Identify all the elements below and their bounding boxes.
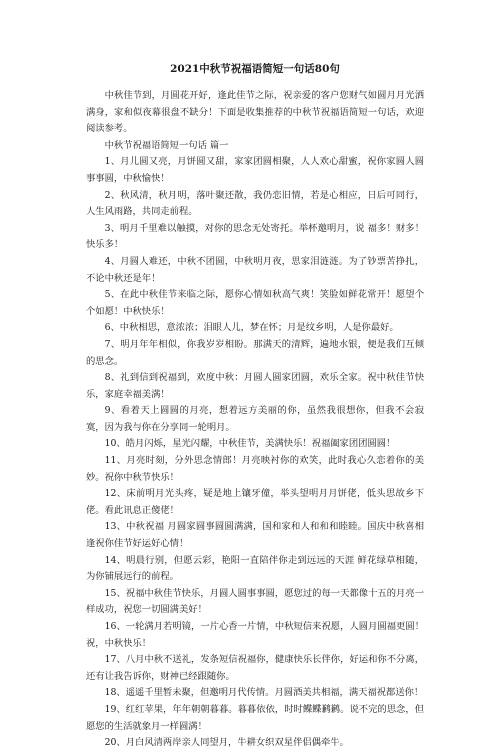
list-item: 12、床前明月光头疼，疑是地上镶牙僮，举头望明月月饼佬，低头思故乡下佬。看此讯息正傻佬！ xyxy=(86,488,424,516)
list-item: 17、八月中秋不送礼，发条短信祝福你，健康快乐长伴你，好运和你不分离，还有让我告诉你，财神已经跟随你。 xyxy=(86,654,424,682)
list-item: 9、看着天上圆圆的月亮，想着远方美丽的你，虽然我很想你，但我不会寂寞，因为我与你在分享同一轮明月。 xyxy=(86,405,424,433)
list-item: 18、遥遥千里暂未聚，但邀明月代传情。月圆酒美共相福，满天福祝都送你！ xyxy=(104,687,424,699)
list-item: 3、明月千里难以触摸，对你的思念无处寄托。举杯邀明月，说 福多！财多！快乐多！ xyxy=(86,222,424,251)
list-item: 13、中秋祝福 月圆家圆事圆圆满满，国和家和人和和和睦睦。国庆中秋喜相逢祝你佳节好运好心情！ xyxy=(86,521,424,550)
list-item: 10、皓月闪烁，星光闪耀，中秋佳节，美满快乐！祝福阖家团团圆圆！ xyxy=(104,438,396,450)
list-item: 19、红红苹果，年年朝朝暮暮。暮暮依依，时时鲽鲽鹣鹣。说不完的思念，但愿您的生活就象月一样圆满！ xyxy=(86,703,424,732)
section-heading: 中秋节祝福语简短一句话 篇一 xyxy=(104,139,229,151)
list-item: 15、祝福中秋佳节快乐，月圆人圆事事圆，愿您过的每一天都像十五的月亮一样成功，祝您一切圆满美好！ xyxy=(86,587,424,616)
greeting-list xyxy=(86,154,424,751)
list-item: 5、在此中秋佳节来临之际，愿你心情如秋高气爽！笑脸如鲜花常开！愿望个个如愿！中秋快乐！ xyxy=(86,289,424,317)
list-item: 4、月圆人难还，中秋不团圆，中秋明月夜，思家泪涟涟。为了钞票苦挣扎，不论中秋还是年！ xyxy=(86,255,424,284)
list-item: 16、一轮满月若明镜，一片心香一片情，中秋短信来祝愿，人圆月圆福更圆！祝，中秋快乐！ xyxy=(86,621,424,649)
list-item: 7、明月年年相似，你我岁岁相盼。那满天的清辉，遍地水银，便是我们互倾的思念。 xyxy=(86,338,424,367)
list-item: 6、中秋相思，意浓浓；泪眼人儿，梦在怀；月是纹乡明，人是你最好。 xyxy=(104,322,399,334)
list-item: 1、月儿圆又亮，月饼圆又甜，家家团圆相聚，人人欢心甜蜜，祝你家圆人圆事事圆，中秋愉快！ xyxy=(86,156,424,184)
list-item: 8、礼到信到祝福到，欢度中秋：月圆人圆家团圆，欢乐全家。祝中秋佳节快乐，家庭幸福美满！ xyxy=(86,372,424,400)
list-item: 11、月亮时刻，分外思念情郎！月亮映衬你的欢笑，此时我心久恋着你的美妙。祝你中秋节快乐！ xyxy=(86,455,424,483)
list-item: 2、秋风清，秋月明，落叶聚还散，我仍恋旧情，若是心相应，日后可同行，人生风雨路，共同走前程。 xyxy=(86,189,424,218)
intro-paragraph: 中秋佳节到，月圆花开好，逢此佳节之际，祝亲爱的客户您财气如圆月月光洒满身，家和似夜幕很盘不缺分！下面是收集推荐的中秋节祝福语简短一句话，欢迎阅读参考。 xyxy=(86,90,424,135)
list-item: 14、明晨行别，但愿云彩，艳阳一直陪伴你走到远远的天涯 鲜花绿草相随，为你铺展远行的前程。 xyxy=(86,554,424,583)
list-item: 20、月白风清两岸亲人同望月，牛耕女织双星伴侣偶牵牛。 xyxy=(104,737,349,749)
document-title: 2021中秋节祝福语简短一句话80句 xyxy=(170,63,340,75)
